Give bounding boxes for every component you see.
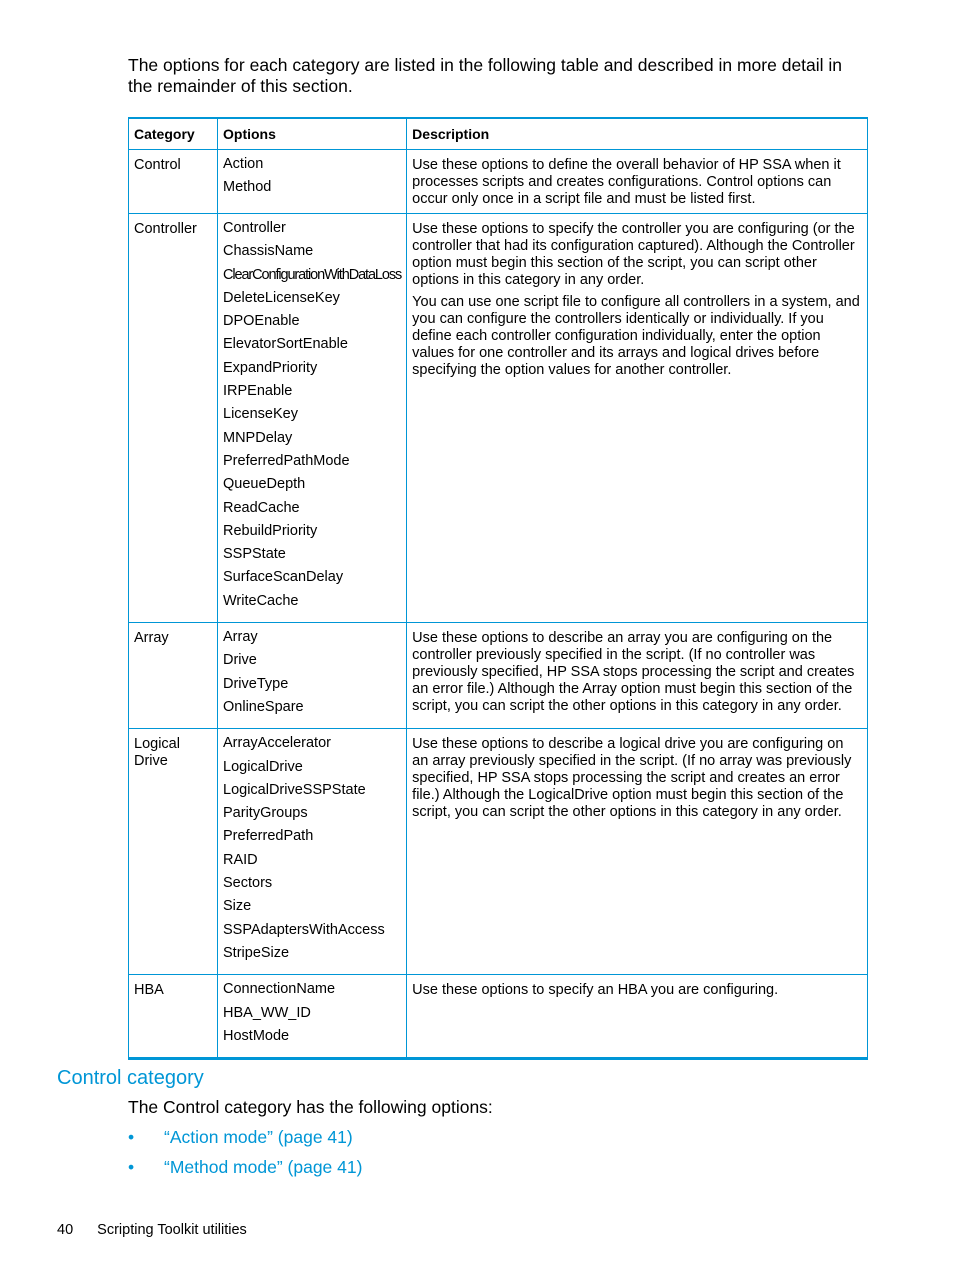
option-item: Drive [223,652,257,669]
bullet-icon: • [128,1127,135,1147]
page-number: 40 [57,1222,74,1238]
options-cell [218,975,407,1059]
page-footer [57,1222,247,1238]
option-item: Action [223,156,264,172]
description-cell [407,623,868,729]
option-item: DeleteLicenseKey [223,289,340,306]
option-item: DPOEnable [223,313,300,330]
options-cell [218,729,407,975]
category-cell: Controller [129,214,218,623]
category-cell: Array [129,623,218,729]
table-row [129,975,868,1059]
section-text: The Control category has the following options: [128,1097,493,1117]
description-cell [407,975,868,1059]
option-item: ElevatorSortEnable [223,336,348,353]
header-options: Options [218,118,407,150]
option-item: ArrayAccelerator [223,735,331,752]
option-item: RebuildPriority [223,522,318,539]
option-item: SSPState [223,546,286,563]
option-item: DriveType [223,675,289,692]
category-cell: Control [129,150,218,214]
option-item: Controller [223,220,286,236]
link-list [128,1126,362,1186]
header-description: Description [407,118,868,150]
header-category: Category [129,118,218,150]
table-row [129,214,868,623]
option-item: ClearConfigurationWithDataLoss [223,266,402,283]
option-item: LogicalDrive [223,758,303,775]
option-item: ExpandPriority [223,359,318,376]
option-item: ParityGroups [223,805,308,822]
option-item: WriteCache [223,592,299,609]
description-text: Use these options to define the overall behavior of HP SSA when it processes scripts and creates configurations. Control options can occur only once in a script file and must be listed first. [412,157,841,207]
option-item: LogicalDriveSSPState [223,781,366,798]
option-item: IRPEnable [223,383,293,400]
option-item: StripeSize [223,944,290,961]
option-item: HostMode [223,1027,290,1044]
option-item: ReadCache [223,499,300,516]
description-text: Use these options to describe a logical drive you are configuring on an array previously specified in the script. (If no array was previously specified, HP SSA stops processing the script and creates an error file.) Although the LogicalDrive option must begin this section of the script, you can script the other options in this category in any order. [412,736,852,821]
section-heading: Control category [57,1067,204,1089]
footer-title: Scripting Toolkit utilities [97,1222,247,1238]
list-item [128,1126,362,1156]
option-item: MNPDelay [223,429,293,446]
table-row [129,150,868,214]
category-cell: HBA [129,975,218,1059]
category-cell: Logical Drive [129,729,218,975]
option-item: Sectors [223,875,273,892]
intro-paragraph: The options for each category are listed in the following table and described in more detail in the remainder of this section. [128,55,843,96]
description-cell [407,214,868,623]
option-item: ChassisName [223,243,314,260]
option-item: Array [223,629,258,646]
option-item: RAID [223,851,258,868]
options-cell [218,150,407,214]
method-mode-link[interactable]: “Method mode” (page 41) [164,1157,363,1177]
list-item [128,1156,362,1186]
option-item: ConnectionName [223,981,336,998]
description-text: Use these options to specify an HBA you are configuring. [412,982,779,999]
description-text: You can use one script file to configure all controllers in a system, and you can configure the controllers identically or individually. If you define each controller configuration individually, enter the option values for one controller and its arrays and logical drives before specifying the option values for another controller. [412,294,860,378]
bullet-icon: • [128,1157,135,1177]
option-item: Size [223,898,252,915]
description-text: Use these options to describe an array you are configuring on the controller previously specified in the script. (If no controller was previously specified, HP SSA stops processing the script and creates an error file.) Although the Array option must begin this section of the script, you can script the other options in this category in any order. [412,630,855,715]
action-mode-link[interactable]: “Action mode” (page 41) [164,1127,353,1147]
description-text: Use these options to specify the controller you are configuring (or the controller that had its configuration captured). Although the Controller option must begin this section of the script, you can script other options in this category in any order. [412,221,855,288]
table-row [129,729,868,975]
option-item: HBA_WW_ID [223,1004,311,1021]
options-cell [218,623,407,729]
option-item: OnlineSpare [223,698,304,715]
option-item: SurfaceScanDelay [223,569,344,586]
description-cell [407,729,868,975]
options-cell [218,214,407,623]
option-item: PreferredPathMode [223,452,350,469]
option-item: Method [223,179,272,196]
option-item: SSPAdaptersWithAccess [223,921,385,938]
table-header-row [129,118,868,150]
description-cell [407,150,868,214]
options-table [128,117,868,1060]
table-row [129,623,868,729]
option-item: PreferredPath [223,828,314,845]
option-item: LicenseKey [223,406,298,423]
option-item: QueueDepth [223,476,306,493]
